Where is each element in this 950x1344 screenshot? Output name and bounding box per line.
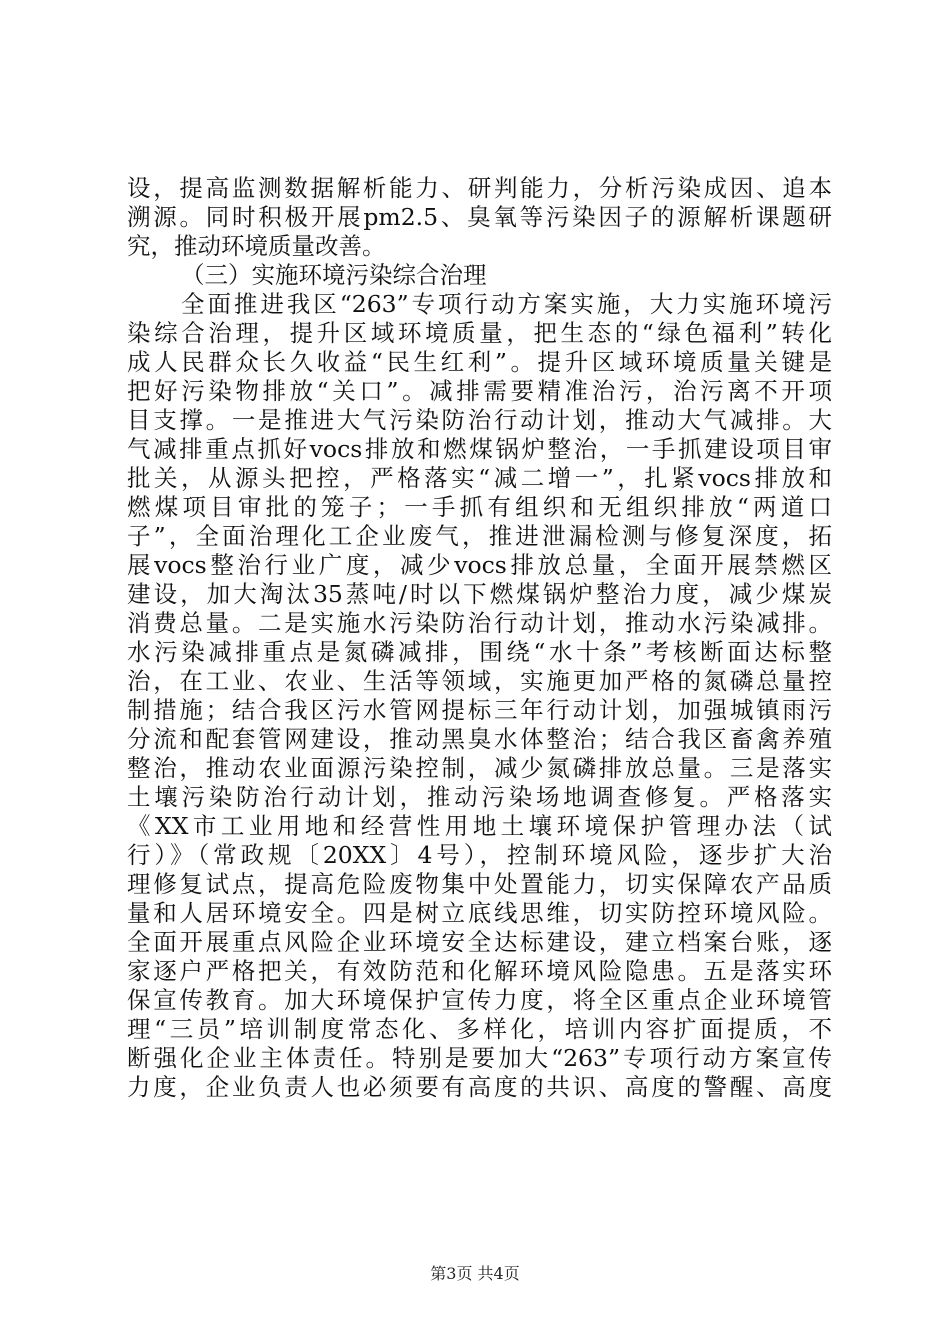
text-line: 全面推进我区“263”专项行动方案实施，大力实施环境污	[181, 290, 832, 318]
text-line: 制措施；结合我区污水管网提标三年行动计划，加强城镇雨污	[127, 696, 832, 724]
text-line: 把好污染物排放“关口”。减排需要精准治污，治污离不开项	[127, 377, 832, 405]
text-line: 子”，全面治理化工企业废气，推进泄漏检测与修复深度，拓	[127, 522, 832, 550]
text-line: 展vocs整治行业广度，减少vocs排放总量，全面开展禁燃区	[127, 551, 832, 579]
text-line: 成人民群众长久收益“民生红利”。提升区域环境质量关键是	[127, 348, 832, 376]
text-line: 气减排重点抓好vocs排放和燃煤锅炉整治，一手抓建设项目审	[127, 435, 832, 463]
text-line: 整治，推动农业面源污染控制，减少氮磷排放总量。三是落实	[127, 754, 832, 782]
text-line: 理修复试点，提高危险废物集中处置能力，切实保障农产品质	[127, 870, 832, 898]
text-line: 保宣传教育。加大环境保护宣传力度，将全区重点企业环境管	[127, 986, 832, 1014]
text-line: 土壤污染防治行动计划，推动污染场地调查修复。严格落实	[127, 783, 832, 811]
text-line: 全面开展重点风险企业环境安全达标建设，建立档案台账，逐	[127, 928, 832, 956]
text-line: 理“三员”培训制度常态化、多样化，培训内容扩面提质，不	[127, 1015, 832, 1043]
text-line: 溯源。同时积极开展pm2.5、臭氧等污染因子的源解析课题研	[127, 203, 832, 231]
text-line: 分流和配套管网建设，推动黑臭水体整治；结合我区畜禽养殖	[127, 725, 832, 753]
page-number-footer: 第3页 共4页	[430, 1264, 520, 1283]
text-line: 究，推动环境质量改善。	[127, 232, 386, 260]
text-line: 消费总量。二是实施水污染防治行动计划，推动水污染减排。	[127, 609, 832, 637]
text-line: 染综合治理，提升区域环境质量，把生态的“绿色福利”转化	[127, 319, 832, 347]
section-heading: （三）实施环境污染综合治理	[181, 261, 487, 289]
text-line: 批关，从源头把控，严格落实“减二增一”，扎紧vocs排放和	[127, 464, 832, 492]
text-line: 建设，加大淘汰35蒸吨/时以下燃煤锅炉整治力度，减少煤炭	[127, 580, 832, 608]
text-line: 家逐户严格把关，有效防范和化解环境风险隐患。五是落实环	[127, 957, 832, 985]
text-line: 治，在工业、农业、生活等领域，实施更加严格的氮磷总量控	[127, 667, 832, 695]
text-line: 燃煤项目审批的笼子；一手抓有组织和无组织排放“两道口	[127, 493, 832, 521]
text-line: 目支撑。一是推进大气污染防治行动计划，推动大气减排。大	[127, 406, 832, 434]
text-line: 设，提高监测数据解析能力、研判能力，分析污染成因、追本	[127, 174, 832, 202]
document-body	[127, 174, 832, 1102]
text-line: 行）》（常政规〔20XX〕4号），控制环境风险，逐步扩大治	[127, 841, 832, 869]
text-line: 水污染减排重点是氮磷减排，围绕“水十条”考核断面达标整	[127, 638, 832, 666]
text-line: 断强化企业主体责任。特别是要加大“263”专项行动方案宣传	[127, 1044, 832, 1072]
text-line: 量和人居环境安全。四是树立底线思维，切实防控环境风险。	[127, 899, 832, 927]
text-line: 力度，企业负责人也必须要有高度的共识、高度的警醒、高度	[127, 1073, 832, 1101]
text-line: 《XX市工业用地和经营性用地土壤环境保护管理办法（试	[127, 812, 832, 840]
